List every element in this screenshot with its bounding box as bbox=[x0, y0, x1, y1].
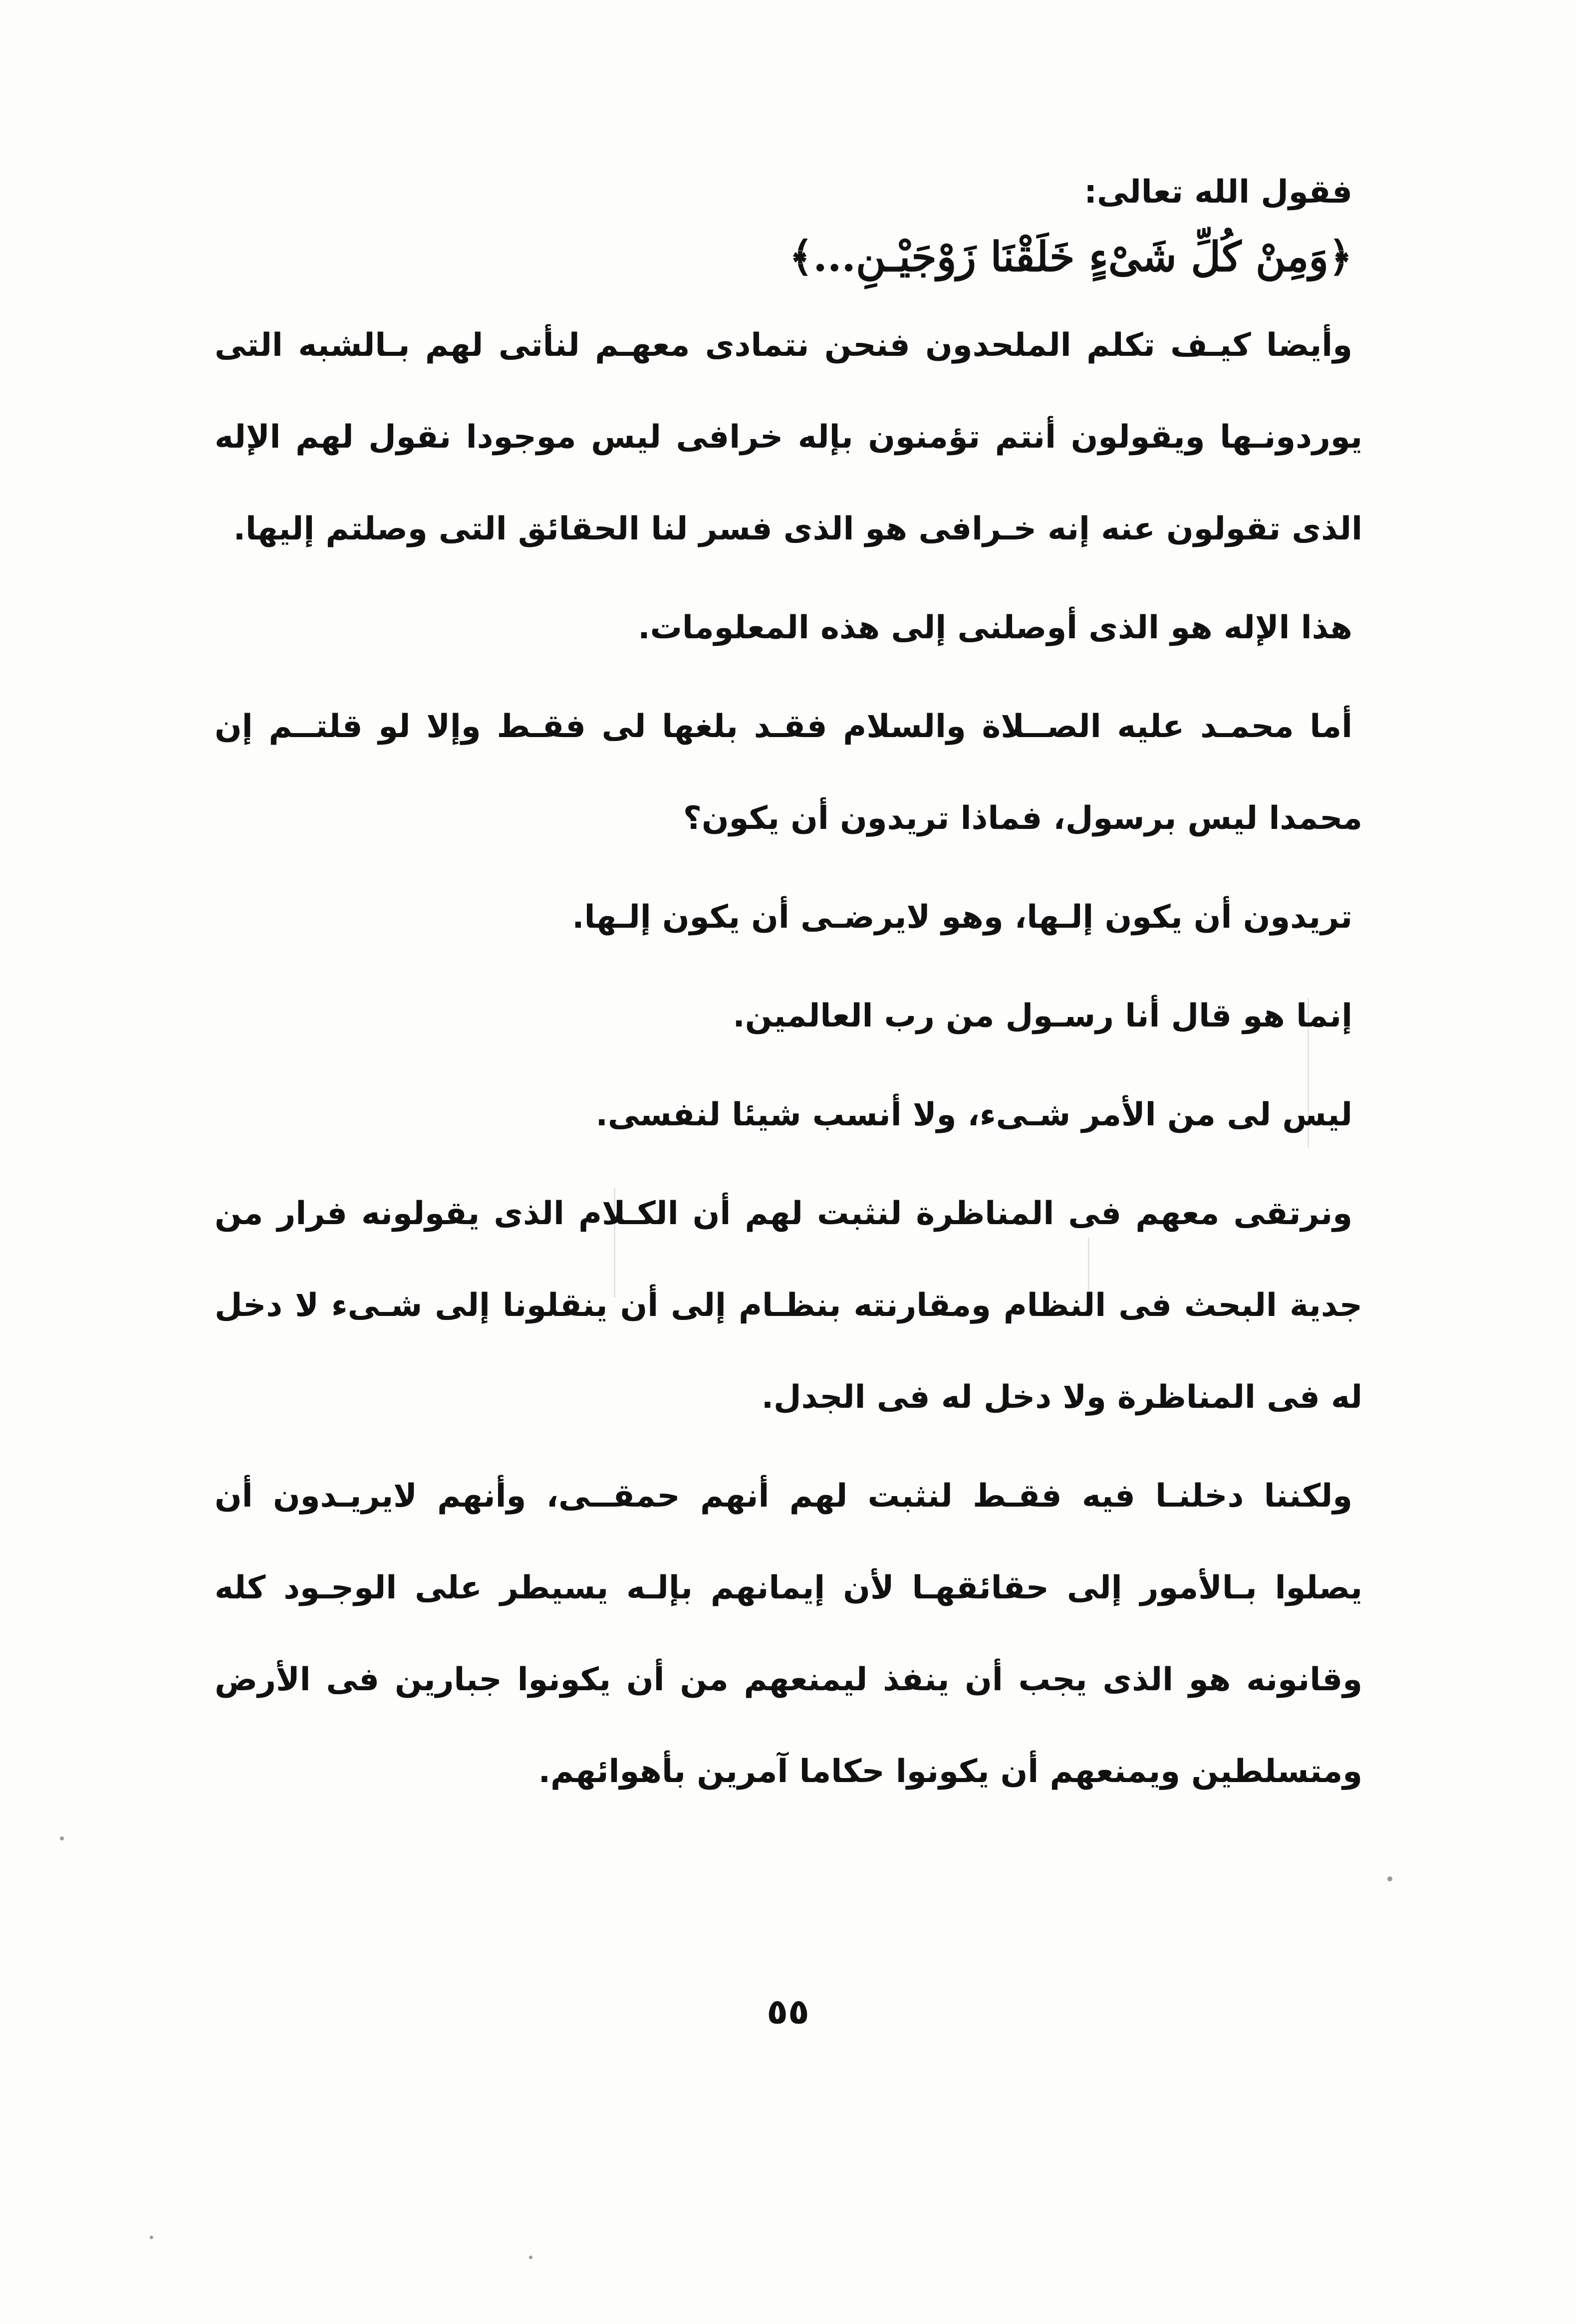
page-body bbox=[215, 165, 1362, 1824]
paragraph-want-him-god: تريدون أن يكون إلـها، وهو لايرضـى أن يكون إلـها. bbox=[572, 899, 1352, 936]
paragraph-conclusion: ولكننا دخلنـا فيه فقـط لنثبت لهم أنهم حمقــى، وأنهم لايريـدون أن يصلوا بـالأمور إلى حقائقهـا لأن إيمانهم بإلـه يسيطر على الوجـود كله وقانونه هو الذى يجب أن ينفذ ليمنعهم من أن يكونوا جبارين فى الأرض ومتسلطين ويمنعهم أن يكونوا حكاما آمرين بأهوائهم. bbox=[215, 1478, 1362, 1790]
paragraph-nothing-for-me: ليس لى من الأمر شـىء، ولا أنسب شيئا لنفسى. bbox=[595, 1096, 1352, 1133]
intro-line: فقول الله تعالى: bbox=[1084, 174, 1352, 211]
scan-speck bbox=[60, 1836, 64, 1840]
paragraph-god-informed-me: هذا الإله هو الذى أوصلنى إلى هذه المعلومات. bbox=[638, 609, 1352, 646]
paragraph-debate: ونرتقى معهم فى المناظرة لنثبت لهم أن الكـلام الذى يقولونه فرار من جدية البحث فى النظام ومقارنته بنظـام إلى أن ينقلونا إلى شـىء لا دخل له فى المناظرة ولا دخل له فى الجدل. bbox=[215, 1195, 1362, 1416]
scan-speck bbox=[529, 2256, 532, 2259]
quran-verse: ﴿وَمِنْ كُلِّ شَىْءٍ خَلَقْنَا زَوْجَيْـنِ...﴾ bbox=[789, 233, 1352, 281]
page-number: ٥٥ bbox=[767, 1991, 809, 2032]
paragraph-atheists-arguments: وأيضا كيـف تكلم الملحدون فنحن نتمادى معهـم لنأتى لهم بـالشبه التى يوردونـها ويقولون أنتم تؤمنون بإله خرافى ليس موجودا نقول لهم الإله الذى تقولون عنه إنه خـرافى هو الذى فسر لنا الحقائق التى وصلتم إليها. bbox=[215, 327, 1362, 547]
scan-speck bbox=[150, 2236, 153, 2239]
paragraph-prophet-message: أما محمـد عليه الصــلاة والسلام فقـد بلغها لى فقـط وإلا لو قلتــم إن محمدا ليس برسول، فماذا تريدون أن يكون؟ bbox=[215, 708, 1362, 837]
paragraph-messenger: إنما هو قال أنا رسـول من رب العالمين. bbox=[733, 998, 1352, 1034]
scan-speck bbox=[1387, 1876, 1392, 1881]
